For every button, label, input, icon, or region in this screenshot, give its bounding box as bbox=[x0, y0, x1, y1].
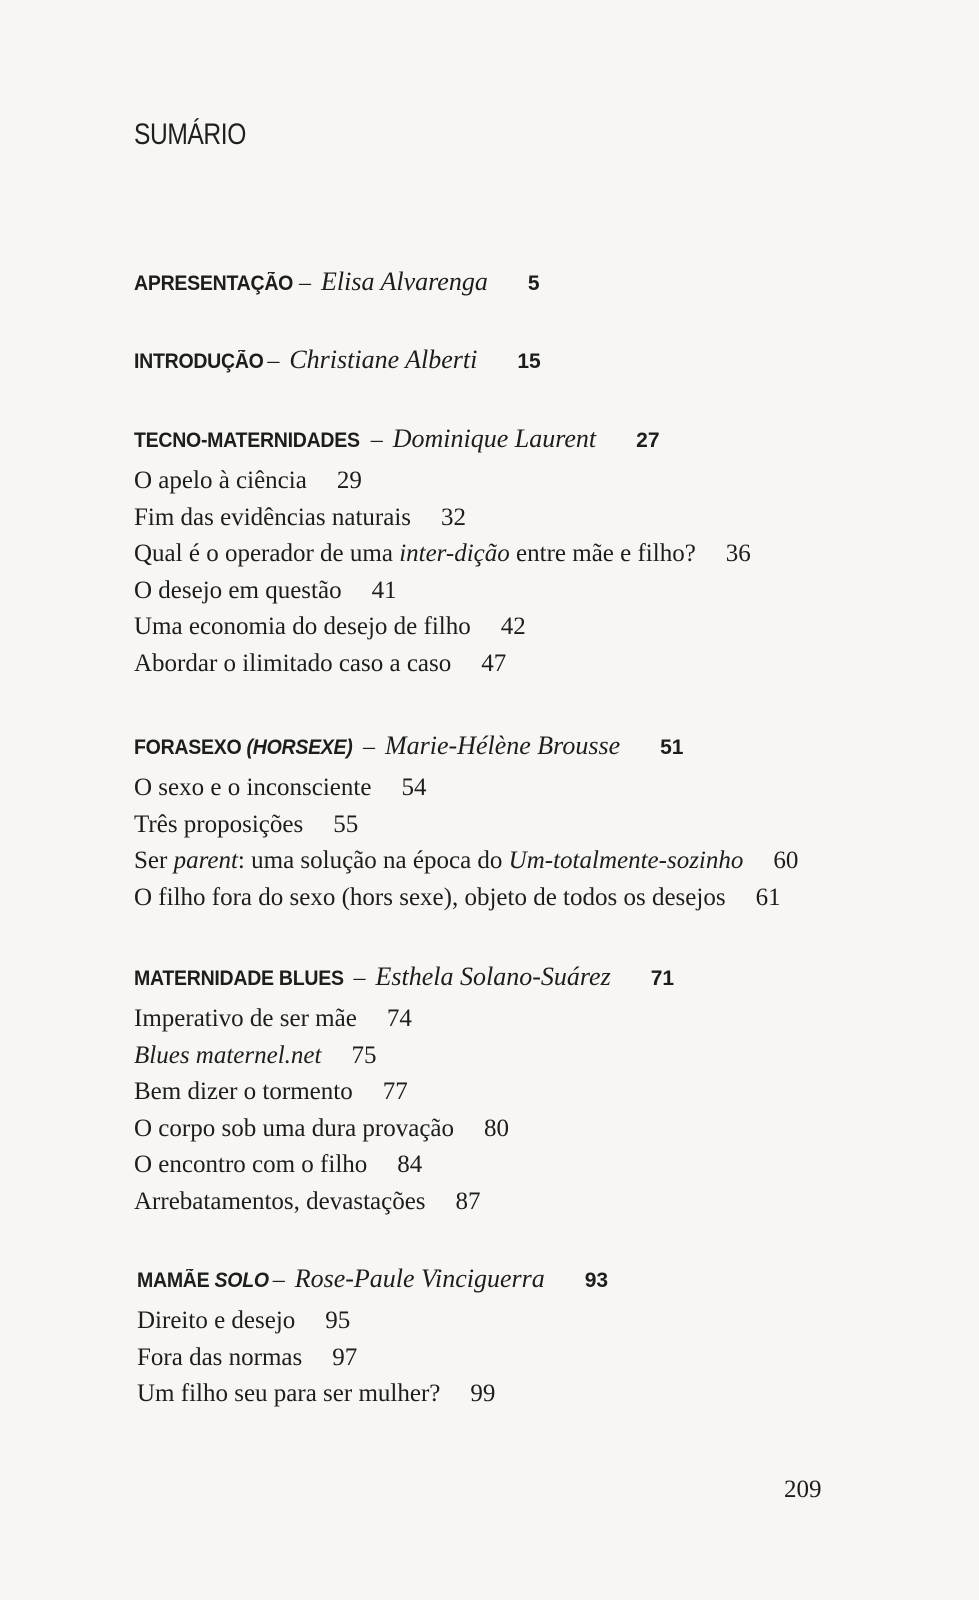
entry-page: 54 bbox=[401, 774, 427, 801]
toc-entry: O filho fora do sexo (hors sexe), objeto de todos os desejos 61 bbox=[134, 883, 781, 911]
toc-entry: O sexo e o inconsciente 54 bbox=[134, 774, 427, 801]
toc-entry: O apelo à ciência 29 bbox=[134, 467, 362, 494]
section-heading bbox=[134, 262, 540, 302]
toc-entry: Bem dizer o tormento 77 bbox=[134, 1078, 408, 1106]
section-page: 93 bbox=[584, 1269, 609, 1292]
entry-page: 60 bbox=[773, 847, 799, 875]
entry-page: 97 bbox=[332, 1343, 358, 1371]
toc-entry: O desejo em questão 41 bbox=[134, 576, 397, 604]
section-page: 15 bbox=[517, 350, 541, 373]
section-heading bbox=[137, 1259, 608, 1299]
toc-section-mamae-solo bbox=[137, 1259, 608, 1413]
section-heading bbox=[134, 419, 751, 459]
toc-entry: Qual é o operador de uma inter-dição entre mãe e filho? 36 bbox=[134, 540, 751, 568]
entry-page: 61 bbox=[755, 883, 781, 911]
entry-page: 99 bbox=[470, 1380, 496, 1408]
toc-section-apresentacao bbox=[134, 262, 540, 302]
section-label-extra: SOLO bbox=[214, 1269, 269, 1292]
entry-list bbox=[134, 770, 798, 916]
entry-page: 42 bbox=[500, 613, 526, 641]
section-page: 5 bbox=[527, 272, 540, 295]
entry-page: 55 bbox=[333, 810, 359, 838]
entry-page: 77 bbox=[382, 1078, 408, 1106]
section-author: Elisa Alvarenga bbox=[321, 267, 488, 296]
section-label: MATERNIDADE BLUES bbox=[134, 967, 344, 990]
section-page: 27 bbox=[636, 429, 660, 452]
toc-section-forasexo bbox=[134, 726, 798, 916]
toc-entry: Uma economia do desejo de filho 42 bbox=[134, 613, 526, 641]
section-author: Esthela Solano-Suárez bbox=[375, 962, 611, 991]
entry-page: 84 bbox=[397, 1151, 423, 1179]
dash: – bbox=[299, 270, 312, 296]
section-label: FORASEXO (HORSEXE) bbox=[134, 736, 353, 759]
toc-entry: Fora das normas 97 bbox=[137, 1343, 358, 1371]
section-page: 71 bbox=[650, 967, 675, 990]
toc-entry: Três proposições 55 bbox=[134, 810, 359, 838]
entry-page: 41 bbox=[371, 576, 397, 604]
entry-page: 87 bbox=[455, 1187, 481, 1215]
toc-entry: Arrebatamentos, devastações 87 bbox=[134, 1187, 481, 1215]
entry-list bbox=[134, 1001, 674, 1221]
dash: – bbox=[353, 965, 366, 991]
section-label-extra: (HORSEXE) bbox=[246, 736, 353, 759]
entry-page: 36 bbox=[725, 540, 751, 568]
section-label: INTRODUÇÃO bbox=[134, 350, 264, 373]
dash: – bbox=[272, 1267, 285, 1293]
toc-entry: Fim das evidências naturais 32 bbox=[134, 503, 467, 531]
section-author: Marie-Hélène Brousse bbox=[384, 731, 621, 760]
toc-entry: O corpo sob uma dura provação 80 bbox=[134, 1114, 510, 1142]
dash: – bbox=[370, 427, 383, 453]
section-page: 51 bbox=[660, 736, 684, 759]
toc-section-tecno-maternidades bbox=[134, 419, 751, 683]
dash: – bbox=[267, 348, 280, 374]
page-title: SUMÁRIO bbox=[134, 118, 246, 151]
toc-entry: Blues maternel.net 75 bbox=[134, 1041, 377, 1069]
toc-entry: Abordar o ilimitado caso a caso 47 bbox=[134, 649, 507, 677]
section-heading bbox=[134, 957, 674, 997]
entry-list bbox=[137, 1303, 608, 1413]
entry-list bbox=[134, 463, 751, 683]
toc-entry: Um filho seu para ser mulher? 99 bbox=[137, 1380, 496, 1408]
entry-page: 74 bbox=[386, 1005, 412, 1032]
entry-page: 47 bbox=[481, 649, 507, 677]
entry-page: 95 bbox=[325, 1307, 351, 1334]
entry-page: 80 bbox=[484, 1114, 510, 1142]
section-heading bbox=[134, 726, 798, 766]
entry-page: 75 bbox=[351, 1041, 377, 1069]
section-label: MAMÃE SOLO bbox=[137, 1269, 269, 1292]
section-label: TECNO-MATERNIDADES bbox=[134, 429, 360, 452]
section-author: Dominique Laurent bbox=[392, 424, 597, 453]
section-author: Rose-Paule Vinciguerra bbox=[294, 1264, 545, 1293]
toc-entry: Direito e desejo 95 bbox=[137, 1307, 351, 1334]
section-heading bbox=[134, 340, 541, 380]
section-author: Christiane Alberti bbox=[289, 345, 478, 374]
dash: – bbox=[362, 734, 375, 760]
page-number: 209 bbox=[784, 1476, 822, 1503]
toc-entry: O encontro com o filho 84 bbox=[134, 1151, 423, 1179]
section-label: APRESENTAÇÃO bbox=[134, 272, 294, 295]
entry-page: 29 bbox=[336, 467, 362, 494]
entry-page: 32 bbox=[441, 503, 467, 531]
toc-section-introducao bbox=[134, 340, 541, 380]
toc-entry: Imperativo de ser mãe 74 bbox=[134, 1005, 412, 1032]
toc-section-maternidade-blues bbox=[134, 957, 674, 1221]
toc-entry: Ser parent: uma solução na época do Um-totalmente-sozinho 60 bbox=[134, 847, 799, 875]
